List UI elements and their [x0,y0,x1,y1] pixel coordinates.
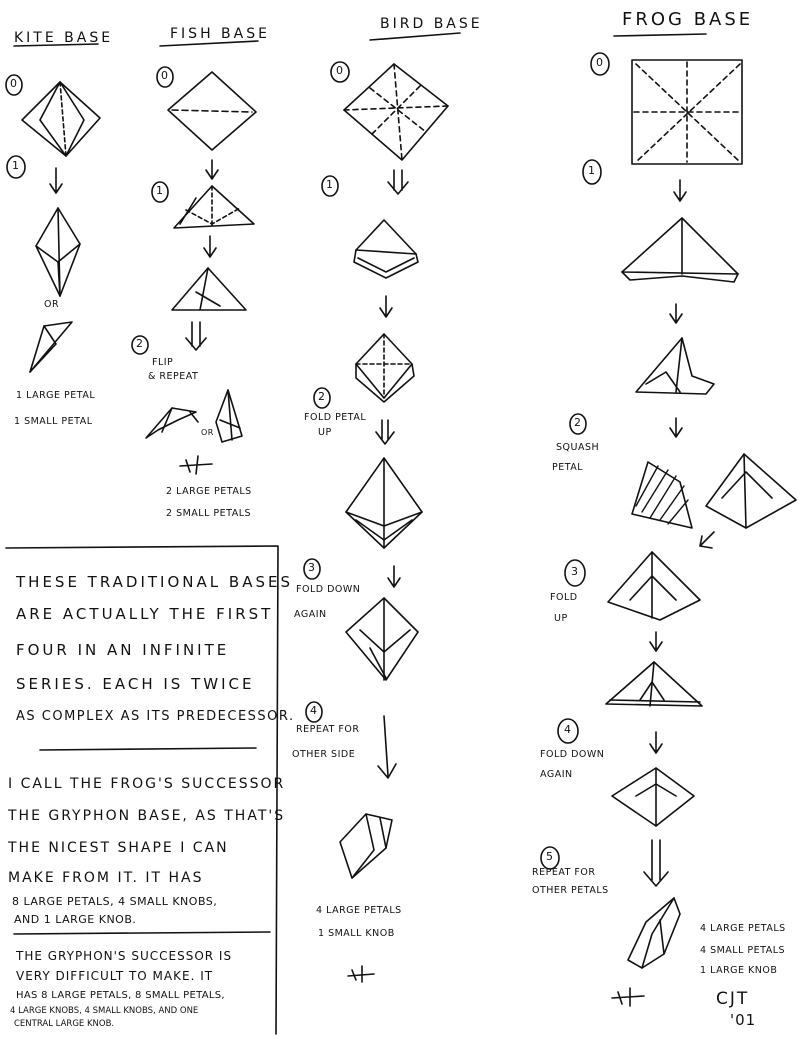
bird-step2-label-line2: UP [318,427,332,438]
frog-arrow-4 [650,632,662,651]
fish-arrow-3 [186,322,206,350]
frog-result-shape [628,898,680,968]
fish-or-label: OR [201,428,214,437]
fish-step1-shape [174,186,254,228]
successor-note-line-2: VERY DIFFICULT TO MAKE. IT [16,969,214,983]
frog-arrow-6 [644,840,668,886]
fish-step2-label-line1: FLIP [152,357,174,368]
frog-arrow-5 [650,732,662,753]
frog-step2-label-line1: SQUASH [556,442,600,453]
note-divider-2 [14,932,270,934]
bird-step-number-2: 2 [318,390,325,403]
bird-large-petal-count: 4 LARGE PETALS [316,905,402,916]
bird-step-number-0: 0 [336,64,343,77]
bird-result-shape [340,814,392,878]
note-box-line-4: SERIES. EACH IS TWICE [16,675,255,693]
frog-step2-squash [632,462,714,548]
kite-or-label: OR [44,299,60,310]
frog-step3-shape [608,552,700,620]
fish-small-petal-count: 2 SMALL PETALS [166,508,252,519]
successor-note-line-3: HAS 8 LARGE PETALS, 8 SMALL PETALS, [16,990,225,1001]
note-box-line-2: ARE ACTUALLY THE FIRST [16,605,274,623]
fish-step-number-0: 0 [161,69,168,82]
bird-step2-label-line1: FOLD PETAL [304,412,367,423]
gryphon-note-line-2: THE GRYPHON BASE, AS THAT'S [8,808,286,824]
frog-large-petal-count: 4 LARGE PETALS [700,923,786,934]
note-divider-1 [40,748,256,750]
fish-base-heading: FISH BASE [170,26,270,42]
note-box-line-3: FOUR IN AN INFINITE [16,641,230,659]
step-circles [6,53,609,869]
frog-large-knob-count: 1 LARGE KNOB [700,965,778,976]
frog-step5-label-line2: OTHER PETALS [532,885,609,896]
kite-large-petal-count: 1 LARGE PETAL [16,390,96,401]
bird-arrow-4 [388,566,400,587]
fish-step-number-1: 1 [156,184,163,197]
kite-step1-shape [36,208,80,296]
gryphon-note-line-4: MAKE FROM IT. IT HAS [8,870,204,886]
bird-arrow-3 [376,420,394,444]
frog-step-number-1: 1 [588,164,595,177]
kite-step-number-0: 0 [10,77,17,90]
kite-alt-shape [30,322,72,372]
frog-step-number-3: 3 [571,565,578,578]
bird-arrow-2 [380,296,392,317]
bird-small-knob-count: 1 SMALL KNOB [318,928,395,939]
bird-step0-square [344,64,448,160]
bird-step3-label-line1: FOLD DOWN [296,584,361,595]
kite-step-number-1: 1 [12,159,19,172]
fish-step-number-2: 2 [136,337,143,350]
frog-small-petal-count: 4 SMALL PETALS [700,945,786,956]
frog-arrow-3 [670,418,682,437]
gryphon-note-line-1: I CALL THE FROG'S SUCCESSOR [8,776,286,792]
bird-step-number-3: 3 [308,561,315,574]
fish-finish-mark [180,456,212,474]
bird-arrow-1 [388,170,408,194]
fish-step2-label-line2: & REPEAT [148,371,199,382]
frog-base-heading: FROG BASE [622,9,754,30]
frog-heading-underline [614,34,706,36]
frog-step4-label-line1: FOLD DOWN [540,749,605,760]
bird-step4-label-line1: REPEAT FOR [296,724,360,735]
kite-small-petal-count: 1 SMALL PETAL [14,416,93,427]
bird-base-heading: BIRD BASE [380,16,483,32]
kite-base-heading: KITE BASE [14,30,114,46]
frog-step0-square [632,60,742,164]
successor-note-line-4: 4 LARGE KNOBS, 4 SMALL KNOBS, AND ONE [10,1006,199,1016]
bird-step-number-4: 4 [310,704,317,717]
frog-step1-shape [622,218,738,282]
frog-step2-petal [706,454,796,528]
gryphon-note-line-6: AND 1 LARGE KNOB. [14,913,137,926]
gryphon-note-line-5: 8 LARGE PETALS, 4 SMALL KNOBS, [12,895,218,908]
successor-note-line-1: THE GRYPHON'S SUCCESSOR IS [16,949,233,963]
frog-step4-shape [612,768,694,826]
frog-step-number-0: 0 [596,56,603,69]
frog-step-number-5: 5 [546,850,553,863]
fish-large-petal-count: 2 LARGE PETALS [166,486,252,497]
frog-step-number-4: 4 [564,723,571,736]
successor-note-line-5: CENTRAL LARGE KNOB. [14,1019,115,1029]
frog-step3b-shape [606,662,702,706]
fish-result-side [216,390,242,442]
frog-finish-mark [612,988,644,1006]
note-box-line-1: THESE TRADITIONAL BASES [16,573,293,591]
frog-step3-label-line1: FOLD [550,592,578,603]
frog-step-number-2: 2 [574,416,581,429]
frog-step1b-shape [636,338,714,394]
kite-arrow-1 [50,168,62,193]
bird-arrow-5 [378,716,396,778]
bird-step2-shape [346,458,422,548]
gryphon-note-line-3: THE NICEST SHAPE I CAN [8,840,229,856]
fish-result-flat [146,408,198,438]
bird-finish-mark [348,966,374,982]
bird-step4-label-line2: OTHER SIDE [292,749,356,760]
fish-arrow-1 [206,160,218,179]
signature-initials: CJT [716,989,750,1009]
frog-arrow-2 [670,304,682,323]
signature-year: '01 [730,1011,757,1029]
bird-step3-label-line2: AGAIN [294,609,327,620]
bird-step3-shape [346,598,418,680]
fish-arrow-2 [204,236,216,257]
bird-step-number-1: 1 [326,178,333,191]
bird-step1-shape [354,220,418,278]
fish-step0-diamond [168,72,256,150]
bird-heading-underline [370,33,460,40]
bird-step1b-shape [356,334,414,402]
note-box-line-5: AS COMPLEX AS ITS PREDECESSOR. [16,709,295,724]
frog-step4-label-line2: AGAIN [540,769,573,780]
frog-step5-label-line1: REPEAT FOR [532,867,596,878]
frog-step2-label-line2: PETAL [552,462,584,473]
frog-step3-label-line2: UP [554,613,568,624]
fish-step1b-shape [172,268,246,310]
kite-step0-diamond [22,82,100,156]
frog-arrow-1 [674,180,686,201]
